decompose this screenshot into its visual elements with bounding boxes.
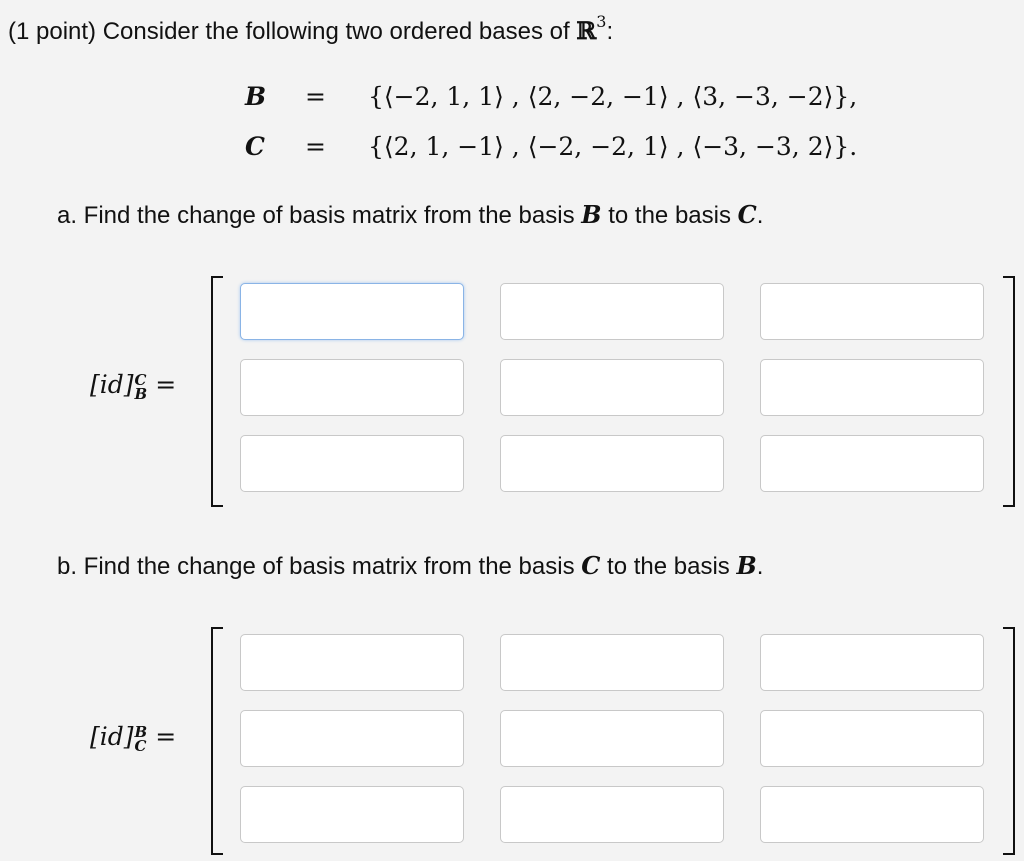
part-a-matrix-label [90,370,176,401]
part-a-cell-r1c1[interactable] [240,283,464,340]
part-b-cell-r3c1[interactable] [240,786,464,843]
part-a-label-sub: B [134,384,148,403]
part-a-prompt [57,200,763,230]
part-a-cell-r2c2[interactable] [500,359,724,416]
part-b-cell-r2c2[interactable] [500,710,724,767]
part-b-to-basis: B [736,551,757,580]
part-a-cell-r3c1[interactable] [240,435,464,492]
part-a-cell-r3c2[interactable] [500,435,724,492]
part-b-left-bracket [211,627,223,855]
intro-text: Consider the following two ordered bases of [102,18,570,45]
part-a-cell-r3c3[interactable] [760,435,984,492]
part-b-prompt [57,551,763,581]
basis-c-set: {⟨2, 1, −1⟩ , ⟨−2, −2, 1⟩ , ⟨−3, −3, 2⟩}. [368,132,858,161]
part-a-end: . [756,202,764,229]
basis-b-name: B [245,82,267,111]
part-b-cell-r2c1[interactable] [240,710,464,767]
basis-c-name: C [245,132,265,161]
part-b-cell-r1c1[interactable] [240,634,464,691]
part-a-cell-r1c3[interactable] [760,283,984,340]
part-b-label-sub: C [134,736,147,755]
part-a-text-before: a. Find the change of basis matrix from the basis [57,202,575,229]
part-b-matrix-label [90,722,176,753]
points-label: (1 point) [8,18,97,45]
part-a-text-middle: to the basis [608,202,731,229]
basis-b-equals: = [305,82,326,111]
part-b-cell-r1c2[interactable] [500,634,724,691]
part-b-text-middle: to the basis [607,553,730,580]
basis-c-equals: = [305,132,326,161]
part-a-right-bracket [1003,276,1015,507]
part-a-left-bracket [211,276,223,507]
basis-b-definition [0,78,1024,118]
part-b-label-equals: = [155,722,177,751]
part-a-cell-r2c3[interactable] [760,359,984,416]
part-b-right-bracket [1003,627,1015,855]
part-b-cell-r3c3[interactable] [760,786,984,843]
part-a-from-basis: B [581,200,602,229]
part-a-cell-r2c1[interactable] [240,359,464,416]
part-b-end: . [756,553,764,580]
part-b-cell-r3c2[interactable] [500,786,724,843]
part-a-cell-r1c2[interactable] [500,283,724,340]
part-b-label-sup: B [134,722,148,741]
part-b-from-basis: C [581,551,601,580]
reals-symbol: ℝ [576,16,597,45]
problem-statement [8,12,613,46]
basis-b-set: {⟨−2, 1, 1⟩ , ⟨2, −2, −1⟩ , ⟨3, −3, −2⟩}, [368,82,858,111]
space-exponent: 3 [596,12,607,31]
intro-colon: : [606,18,614,45]
part-b-cell-r1c3[interactable] [760,634,984,691]
part-b-cell-r2c3[interactable] [760,710,984,767]
part-b-text-before: b. Find the change of basis matrix from the basis [57,553,575,580]
part-a-label-main: [id] [90,370,134,399]
basis-c-definition [0,128,1024,168]
part-a-to-basis: C [737,200,757,229]
part-a-label-sup: C [134,370,147,389]
part-b-label-main: [id] [90,722,134,751]
part-a-label-equals: = [155,370,177,399]
